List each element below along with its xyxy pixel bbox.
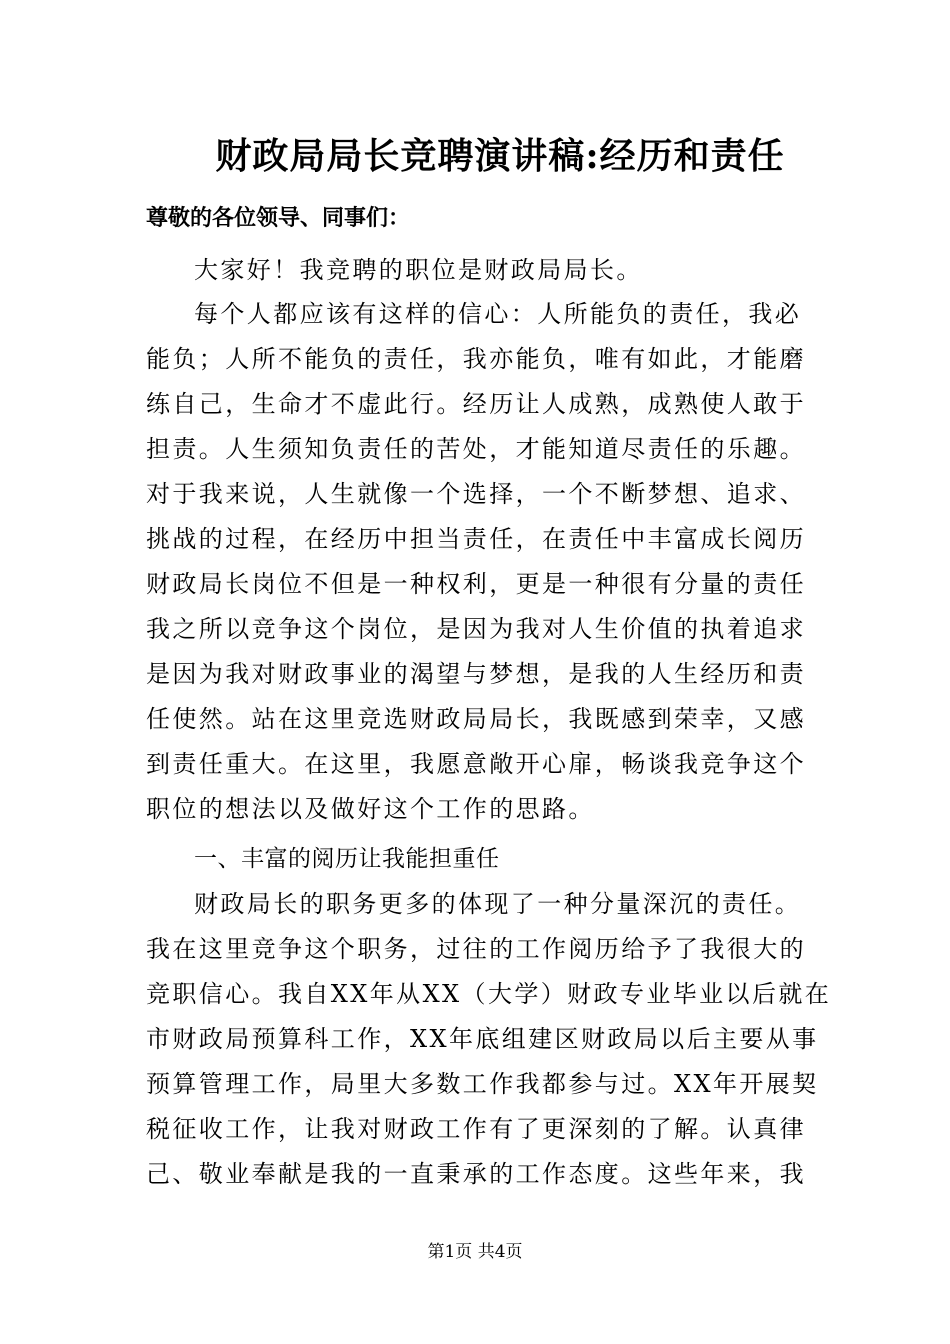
paragraph-line: 练自己，生命才不虚此行。经历让人成熟，成熟使人敢于 bbox=[146, 390, 806, 418]
paragraph-line: 担责。人生须知负责任的苦处，才能知道尽责任的乐趣。 bbox=[146, 435, 806, 463]
paragraph-line: 挑战的过程，在经历中担当责任，在责任中丰富成长阅历 bbox=[146, 525, 806, 553]
paragraph-line: 对于我来说，人生就像一个选择，一个不断梦想、追求、 bbox=[146, 480, 806, 508]
paragraph-line: 竞职信心。我自XX年从XX（大学）财政专业毕业以后就在 bbox=[146, 980, 832, 1008]
paragraph-line: 预算管理工作，局里大多数工作我都参与过。XX年开展契 bbox=[146, 1070, 819, 1098]
section-heading: 一、丰富的阅历让我能担重任 bbox=[194, 846, 500, 872]
paragraph-line: 我在这里竞争这个职务，过往的工作阅历给予了我很大的 bbox=[146, 935, 806, 963]
paragraph-line: 财政局长岗位不但是一种权利，更是一种很有分量的责任 bbox=[146, 570, 806, 598]
paragraph-line: 市财政局预算科工作，XX年底组建区财政局以后主要从事 bbox=[146, 1025, 819, 1053]
paragraph-line: 财政局长的职务更多的体现了一种分量深沉的责任。 bbox=[194, 890, 802, 918]
paragraph-line: 我之所以竞争这个岗位，是因为我对人生价值的执着追求 bbox=[146, 615, 806, 643]
salutation: 尊敬的各位领导、同事们： bbox=[146, 206, 411, 231]
paragraph-line: 每个人都应该有这样的信心：人所能负的责任，我必 bbox=[194, 300, 802, 328]
paragraph-line: 职位的想法以及做好这个工作的思路。 bbox=[146, 795, 595, 823]
paragraph-line: 到责任重大。在这里，我愿意敞开心扉，畅谈我竞争这个 bbox=[146, 750, 806, 778]
paragraph-line: 税征收工作，让我对财政工作有了更深刻的了解。认真律 bbox=[146, 1115, 806, 1143]
paragraph-line: 任使然。站在这里竞选财政局局长，我既感到荣幸，又感 bbox=[146, 705, 806, 733]
document-title: 财政局局长竞聘演讲稿:经历和责任 bbox=[215, 135, 785, 177]
paragraph-line: 是因为我对财政事业的渴望与梦想，是我的人生经历和责 bbox=[146, 660, 806, 688]
page-footer: 第1页 共4页 bbox=[427, 1242, 523, 1262]
paragraph-line: 己、敬业奉献是我的一直秉承的工作态度。这些年来，我 bbox=[146, 1160, 806, 1188]
paragraph-line: 大家好！我竞聘的职位是财政局局长。 bbox=[194, 256, 643, 284]
paragraph-line: 能负；人所不能负的责任，我亦能负，唯有如此，才能磨 bbox=[146, 345, 806, 373]
